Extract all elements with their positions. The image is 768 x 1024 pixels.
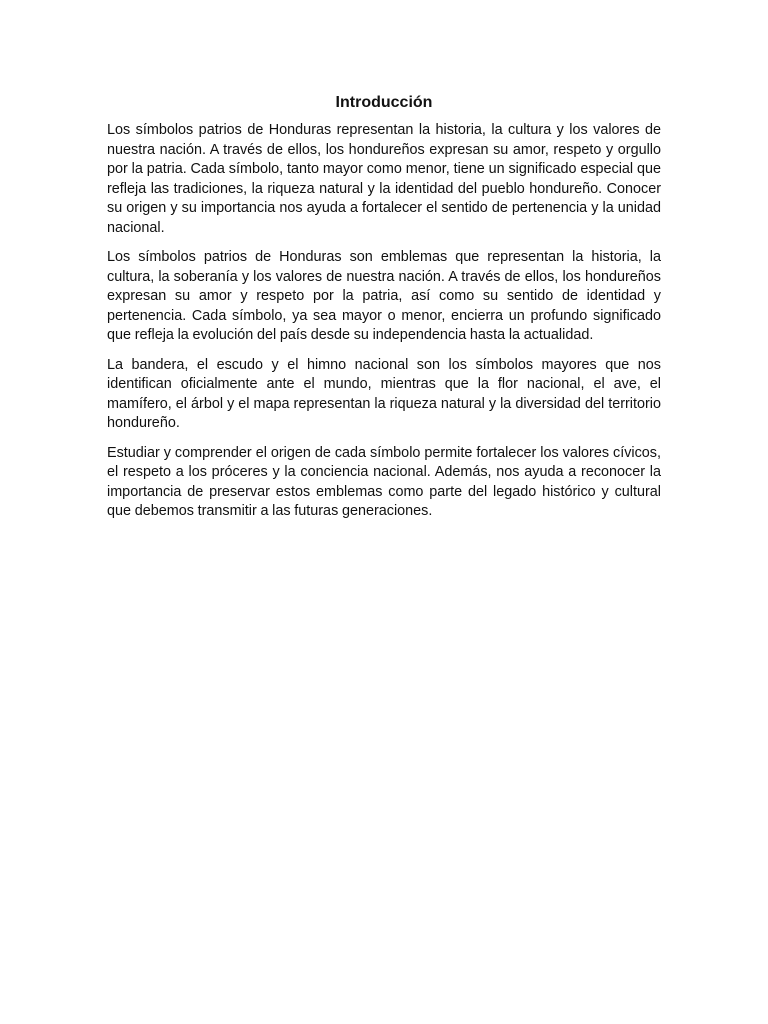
paragraph-3: La bandera, el escudo y el himno nacional son los símbolos mayores que nos identifican oficialmente ante el mundo, mientras que la flor nacional, el ave, el mamífero, el árbol y el mapa representan la riqueza natural y la diversidad del territorio hondureño. — [107, 356, 661, 431]
paragraph-2: Los símbolos patrios de Honduras son emblemas que representan la historia, la cultura, la soberanía y los valores de nuestra nación. A través de ellos, los hondureños expresan su amor y respeto por la patria, así como su sentido de identidad y pertenencia. Cada símbolo, ya sea mayor o menor, encierra un profundo significado que refleja la evolución del país desde su independencia hasta la actualidad. — [107, 249, 661, 343]
page-title: Introducción — [335, 94, 433, 111]
document-page — [107, 92, 661, 532]
paragraph-1: Los símbolos patrios de Honduras representan la historia, la cultura y los valores de nuestra nación. A través de ellos, los hondureños expresan su amor, respeto y orgullo por la patria. Cada símbolo, tanto mayor como menor, tiene un significado especial que refleja las tradiciones, la riqueza natural y la identidad del pueblo hondureño. Conocer su origen y su importancia nos ayuda a fortalecer el sentido de pertenencia y la unidad nacional. — [107, 122, 661, 236]
paragraph-4: Estudiar y comprender el origen de cada símbolo permite fortalecer los valores cívicos, el respeto a los próceres y la conciencia nacional. Además, nos ayuda a reconocer la importancia de preservar estos emblemas como parte del legado histórico y cultural que debemos transmitir a las futuras generaciones. — [107, 444, 661, 519]
